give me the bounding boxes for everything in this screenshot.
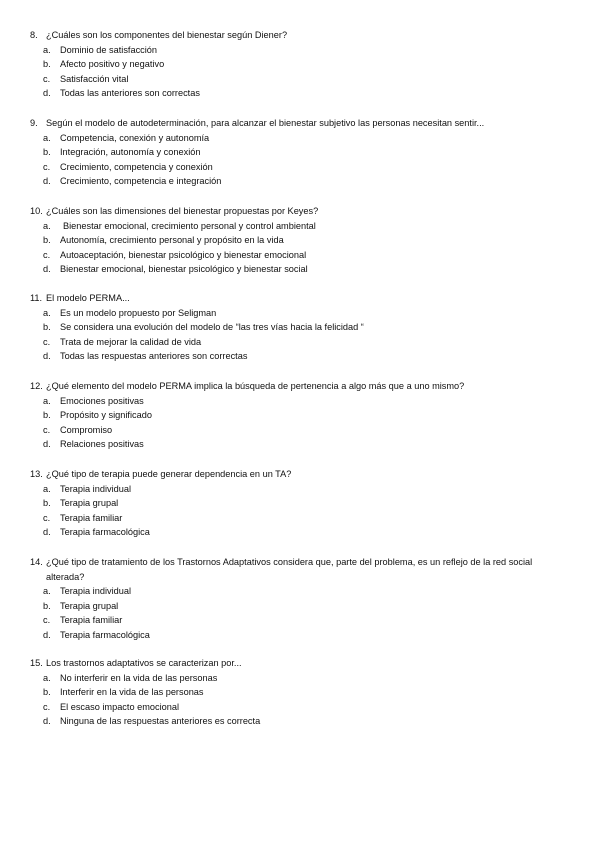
option-c (43, 72, 565, 87)
option-d (43, 349, 565, 364)
option-b (43, 320, 565, 335)
question-line (30, 379, 565, 394)
option-letter: a. (43, 483, 51, 494)
question-14 (30, 555, 565, 643)
option-b (43, 685, 565, 700)
option-c (43, 511, 565, 526)
option-letter: d. (43, 176, 51, 187)
option-text: Compromiso (60, 424, 113, 435)
option-d (43, 628, 565, 643)
option-text: El escaso impacto emocional (60, 701, 179, 712)
question-12 (30, 379, 565, 452)
option-a (43, 219, 565, 234)
option-text: Relaciones positivas (60, 439, 144, 450)
option-letter: c. (43, 73, 51, 84)
question-text: ¿Cuáles son las dimensiones del bienestar propuestas por Keyes? (46, 206, 319, 216)
option-letter: b. (43, 687, 51, 698)
option-letter: b. (43, 235, 51, 246)
question-number: 9. (30, 118, 38, 128)
question-8 (30, 28, 565, 101)
option-text: Terapia individual (60, 483, 131, 494)
option-letter: a. (43, 132, 51, 143)
option-text: Ninguna de las respuestas anteriores es correcta (60, 716, 261, 727)
question-line (30, 204, 565, 219)
option-text: Satisfacción vital (60, 73, 129, 84)
option-letter: b. (43, 498, 51, 509)
option-text: Terapia grupal (60, 600, 119, 611)
option-letter: d. (43, 527, 51, 538)
option-d (43, 714, 565, 729)
option-text: Trata de mejorar la calidad de vida (60, 336, 202, 347)
option-letter: d. (43, 716, 51, 727)
question-number: 10. (30, 206, 43, 216)
option-b (43, 496, 565, 511)
option-list (30, 219, 565, 277)
option-a (43, 671, 565, 686)
question-text: Según el modelo de autodeterminación, para alcanzar el bienestar subjetivo las personas necesitan sentir... (46, 118, 485, 128)
question-number: 15. (30, 658, 43, 668)
option-d (43, 174, 565, 189)
option-text: Terapia familiar (60, 615, 123, 626)
option-text: Todas las respuestas anteriores son correctas (60, 351, 248, 362)
question-number: 14. (30, 557, 43, 567)
option-list (30, 131, 565, 189)
option-a (43, 584, 565, 599)
question-line (30, 291, 565, 306)
option-letter: a. (43, 44, 51, 55)
option-letter: d. (43, 629, 51, 640)
option-list (30, 306, 565, 364)
question-number: 13. (30, 469, 43, 479)
option-text: Terapia farmacológica (60, 629, 150, 640)
option-b (43, 599, 565, 614)
option-text: Competencia, conexión y autonomía (60, 132, 210, 143)
question-number: 12. (30, 381, 43, 391)
option-d (43, 437, 565, 452)
option-c (43, 248, 565, 263)
option-letter: d. (43, 351, 51, 362)
option-text: Todas las anteriores son correctas (60, 88, 200, 99)
question-text: ¿Qué tipo de terapia puede generar dependencia en un TA? (46, 469, 292, 479)
option-letter: c. (43, 701, 51, 712)
option-letter: b. (43, 59, 51, 70)
question-text: Los trastornos adaptativos se caracterizan por... (46, 658, 242, 668)
option-c (43, 423, 565, 438)
option-text: Dominio de satisfacción (60, 44, 158, 55)
question-line (30, 28, 565, 43)
option-text: Terapia farmacológica (60, 527, 150, 538)
option-a (43, 131, 565, 146)
option-letter: a. (43, 307, 51, 318)
option-list (30, 394, 565, 452)
option-b (43, 145, 565, 160)
option-text: Crecimiento, competencia e integración (60, 176, 222, 187)
question-10 (30, 204, 565, 277)
option-letter: c. (43, 424, 51, 435)
option-text: Autoaceptación, bienestar psicológico y bienestar emocional (60, 249, 307, 260)
option-d (43, 262, 565, 277)
option-letter: b. (43, 410, 51, 421)
option-letter: c. (43, 161, 51, 172)
option-list (30, 482, 565, 540)
option-letter: b. (43, 322, 51, 333)
option-list (30, 671, 565, 729)
question-number: 8. (30, 30, 38, 40)
question-13 (30, 467, 565, 540)
option-letter: a. (43, 672, 51, 683)
question-text: El modelo PERMA... (46, 293, 130, 303)
option-letter: c. (43, 336, 51, 347)
option-b (43, 233, 565, 248)
option-text: Propósito y significado (60, 410, 152, 421)
question-line (30, 467, 565, 482)
option-a (43, 43, 565, 58)
option-letter: c. (43, 615, 51, 626)
question-line (30, 555, 565, 584)
option-letter: c. (43, 512, 51, 523)
option-text: Crecimiento, competencia y conexión (60, 161, 213, 172)
option-letter: d. (43, 264, 51, 275)
option-text: Terapia individual (60, 586, 131, 597)
option-d (43, 525, 565, 540)
question-text: ¿Qué elemento del modelo PERMA implica la búsqueda de pertenencia a algo más que a uno mismo? (46, 381, 465, 391)
option-text: Bienestar emocional, crecimiento personal y control ambiental (63, 220, 316, 231)
option-a (43, 394, 565, 409)
option-letter: a. (43, 586, 51, 597)
option-text: Afecto positivo y negativo (60, 59, 165, 70)
option-d (43, 86, 565, 101)
option-letter: a. (43, 395, 51, 406)
option-text: Terapia familiar (60, 512, 123, 523)
option-text: Autonomía, crecimiento personal y propósito en la vida (60, 235, 284, 246)
option-c (43, 335, 565, 350)
option-letter: c. (43, 249, 51, 260)
option-letter: a. (43, 220, 51, 231)
question-line (30, 116, 565, 131)
option-a (43, 306, 565, 321)
option-list (30, 43, 565, 101)
option-text: Es un modelo propuesto por Seligman (60, 307, 217, 318)
option-text: Interferir en la vida de las personas (60, 687, 204, 698)
option-text: Integración, autonomía y conexión (60, 147, 201, 158)
option-text: Se considera una evolución del modelo de “las tres vías hacia la felicidad “ (60, 322, 364, 333)
question-number: 11. (30, 293, 43, 303)
question-text: ¿Cuáles son los componentes del bienestar según Diener? (46, 30, 288, 40)
question-11 (30, 291, 565, 364)
question-9 (30, 116, 565, 189)
option-letter: d. (43, 439, 51, 450)
option-letter: d. (43, 88, 51, 99)
option-c (43, 160, 565, 175)
option-letter: b. (43, 147, 51, 158)
option-b (43, 408, 565, 423)
option-letter: b. (43, 600, 51, 611)
option-c (43, 613, 565, 628)
option-text: No interferir en la vida de las personas (60, 672, 218, 683)
question-text: ¿Qué tipo de tratamiento de los Trastornos Adaptativos considera que, parte del problema, es un reflejo de la red social alterada? (46, 557, 533, 582)
option-text: Bienestar emocional, bienestar psicológico y bienestar social (60, 264, 308, 275)
question-line (30, 656, 565, 671)
option-text: Terapia grupal (60, 498, 119, 509)
option-b (43, 57, 565, 72)
option-c (43, 700, 565, 715)
option-list (30, 584, 565, 642)
option-a (43, 482, 565, 497)
question-15 (30, 656, 565, 729)
option-text: Emociones positivas (60, 395, 144, 406)
